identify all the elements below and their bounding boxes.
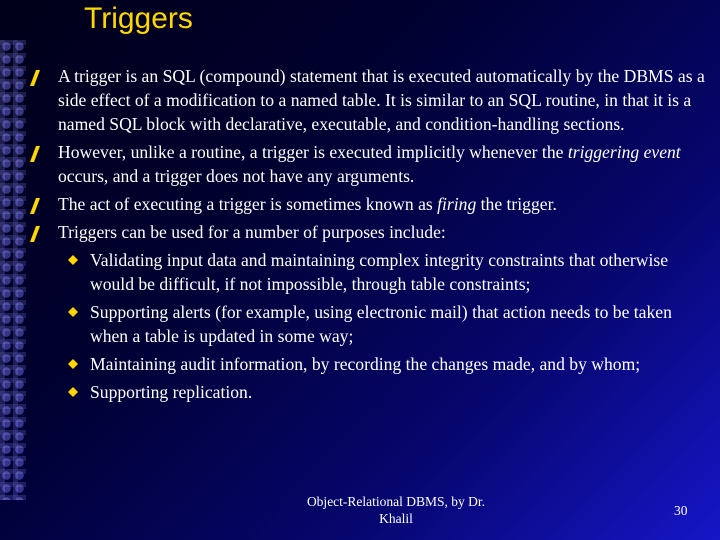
- bullet-text-part: The act of executing a trigger is sometimes known as: [58, 194, 438, 214]
- sub-bullet-text: Validating input data and maintaining complex integrity constraints that otherwise would be difficult, if not impossible, through table constraints;: [90, 250, 669, 294]
- bullet-item: [30, 64, 710, 136]
- bullet-text: Triggers can be used for a number of purposes include:: [58, 222, 446, 242]
- sub-bullet-text: Supporting replication.: [90, 382, 253, 402]
- sub-bullet-item: [30, 248, 710, 296]
- bullet-text-part: occurs, and a trigger does not have any arguments.: [58, 166, 415, 186]
- bullet-text-italic: firing: [437, 194, 477, 214]
- sub-bullet-text: Maintaining audit information, by recording the changes made, and by whom;: [90, 354, 641, 374]
- slide-title: Triggers: [84, 2, 193, 35]
- bullet-item: [30, 220, 710, 244]
- bullet-text-part: However, unlike a routine, a trigger is executed implicitly whenever the: [58, 142, 568, 162]
- diamond-bullet-icon: [68, 255, 78, 265]
- bullet-item: [30, 192, 710, 216]
- slash-bullet-icon: [30, 198, 40, 214]
- page-number: 30: [674, 503, 688, 518]
- diamond-bullet-icon: [68, 359, 78, 369]
- slash-bullet-icon: [30, 70, 40, 86]
- slash-bullet-icon: [30, 146, 40, 162]
- diamond-bullet-icon: [68, 307, 78, 317]
- bullet-text: A trigger is an SQL (compound) statement that is executed automatically by the DBMS as a side effect of a modification to a named table. It is similar to an SQL routine, in that it is a named SQL block with declarative, executable, and condition-handling sections.: [58, 66, 705, 134]
- bullet-text: [58, 194, 557, 214]
- sub-bullet-item: [30, 352, 710, 376]
- slide-footer: Object-Relational DBMS, by Dr. Khalil: [306, 494, 486, 526]
- bullet-text-italic: triggering event: [567, 142, 681, 162]
- bullet-text: [58, 142, 681, 186]
- diamond-bullet-icon: [68, 387, 78, 397]
- sub-bullet-item: [30, 300, 710, 348]
- slash-bullet-icon: [30, 226, 40, 242]
- bullet-text-part: the trigger.: [476, 194, 557, 214]
- decorative-grid: [0, 40, 26, 500]
- sub-bullet-text: Supporting alerts (for example, using electronic mail) that action needs to be taken when a table is updated in some way;: [90, 302, 672, 346]
- sub-bullet-item: [30, 380, 710, 404]
- slide-content: [30, 64, 710, 408]
- bullet-item: [30, 140, 710, 188]
